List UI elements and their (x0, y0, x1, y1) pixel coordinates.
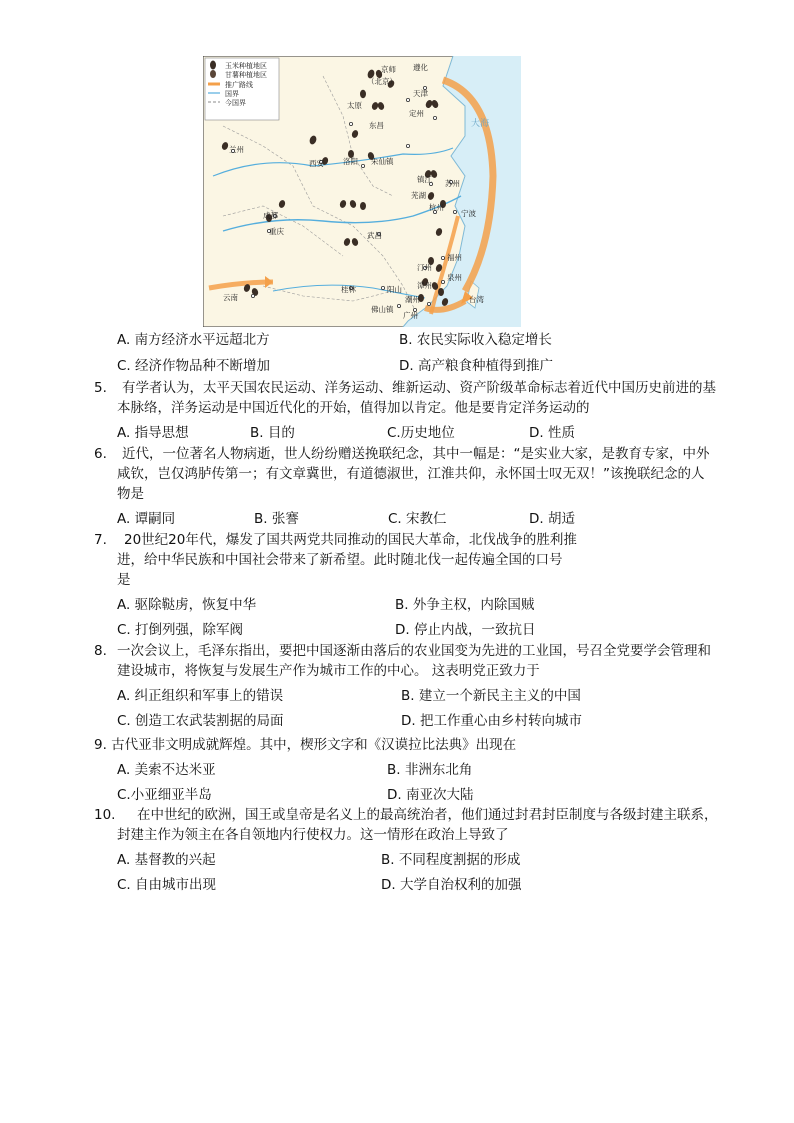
q5-option-a[interactable]: A. 指导思想 (117, 425, 189, 441)
q7-stem-line1: 20世纪20年代，爆发了国共两党共同推动的国民大革命，北伐战争的胜利推 (124, 532, 577, 548)
label-chongqing: 重庆 (269, 227, 284, 236)
label-taiwan: 台湾 (469, 295, 484, 304)
label-lanzhou: 兰州 (229, 145, 244, 154)
q7-stem-line2: 进，给中华民族和中国社会带来了新希望。此时随北伐一起传遍全国的口号 (117, 552, 563, 568)
label-luoyang: 洛阳 (343, 157, 358, 166)
legend-route: 推广路线 (225, 81, 253, 89)
label-ningbo: 宁波 (461, 209, 476, 218)
q9-option-d[interactable]: D. 南亚次大陆 (387, 787, 474, 803)
q4-option-c[interactable]: C. 经济作物品种不断增加 (117, 358, 271, 374)
label-beijing-paren: （北京） (367, 77, 397, 86)
label-beijing: 京师 (381, 65, 396, 74)
label-chaozhou: 潮州 (405, 295, 420, 304)
label-dingzhou: 定州 (409, 109, 424, 118)
q7-stem-line3: 是 (117, 572, 131, 588)
q10-option-a[interactable]: A. 基督教的兴起 (117, 852, 216, 868)
q6-option-c[interactable]: C. 宋教仁 (388, 511, 447, 527)
q9-option-a[interactable]: A. 美索不达米亚 (117, 762, 216, 778)
q6-option-a[interactable]: A. 谭嗣同 (117, 511, 176, 527)
q7-option-a[interactable]: A. 驱除鞑虏，恢复中华 (117, 597, 257, 613)
label-hangzhou: 杭州 (429, 203, 444, 212)
label-fuzhou: 福州 (447, 253, 462, 262)
q7-option-c[interactable]: C. 打倒列强，除军阀 (117, 622, 244, 638)
crop-map (203, 56, 521, 327)
q6-option-b[interactable]: B. 张謇 (254, 511, 299, 527)
q8-option-b[interactable]: B. 建立一个新民主主义的中国 (401, 688, 581, 704)
q4-option-b[interactable]: B. 农民实际收入稳定增长 (399, 332, 552, 348)
q8-number: 8. (94, 643, 107, 659)
q6-stem-line3: 物是 (117, 486, 144, 502)
q10-option-b[interactable]: B. 不同程度割据的形成 (381, 852, 521, 868)
q5-option-b[interactable]: B. 目的 (250, 425, 295, 441)
label-yunnan: 云南 (223, 293, 238, 302)
legend-sweet-potato: 甘薯种植地区 (225, 71, 267, 79)
q8-option-c[interactable]: C. 创造工农武装割据的局面 (117, 713, 284, 729)
label-zhangzhou: 漳州 (417, 281, 432, 290)
label-yangshan: 阳山 (387, 285, 402, 294)
q5-stem-line1: 有学者认为，太平天国农民运动、洋务运动、维新运动、资产阶级革命标志着近代中国历史前进的基 (122, 380, 716, 396)
label-guangzhou: 广州 (403, 311, 418, 320)
q7-option-b[interactable]: B. 外争主权，内除国贼 (395, 597, 535, 613)
q5-option-c[interactable]: C.历史地位 (387, 425, 455, 441)
q10-stem-line2: 封建主作为领主在各自领地内行使权力。这一情形在政治上导致了 (117, 827, 509, 843)
q10-option-c[interactable]: C. 自由城市出现 (117, 877, 217, 893)
q10-stem-line1: 在中世纪的欧洲，国王或皇帝是名义上的最高统治者，他们通过封君封臣制度与各级封建主联系， (137, 807, 718, 823)
q6-stem-line2: 咸钦，岂仅鸿胪传第一；有文章冀世，有道德淑世，江淮共仰，永怀国士叹无双！”该挽联纪念的人 (117, 466, 705, 482)
q6-stem-line1: 近代，一位著名人物病逝，世人纷纷赠送挽联纪念，其中一幅是：“是实业大家，是教育专家，中外 (122, 446, 710, 462)
label-zunhua: 遵化 (413, 63, 428, 72)
q5-number: 5. (94, 380, 107, 396)
q6-number: 6. (94, 446, 107, 462)
q7-option-d[interactable]: D. 停止内战，一致抗日 (395, 622, 536, 638)
legend-border: 国界 (225, 90, 239, 98)
label-guilin: 桂林 (341, 285, 356, 294)
label-xian: 西安 (309, 159, 324, 168)
q9-stem: 9. 古代亚非文明成就辉煌。其中，楔形文字和《汉谟拉比法典》出现在 (94, 737, 517, 753)
legend-corn: 玉米种植地区 (225, 62, 267, 70)
q9-option-b[interactable]: B. 非洲东北角 (387, 762, 473, 778)
q8-option-a[interactable]: A. 纠正组织和军事上的错误 (117, 688, 284, 704)
q5-stem-line2: 本脉络，洋务运动是中国近代化的开始，值得加以肯定。他是要肯定洋务运动的 (117, 400, 590, 416)
q7-number: 7. (94, 532, 107, 548)
label-quanzhou: 泉州 (447, 273, 462, 282)
label-foshan: 佛山镇 (371, 305, 394, 314)
q9-option-c[interactable]: C.小亚细亚半岛 (117, 787, 212, 803)
q8-stem-line2: 建设城市，将恢复与发展生产作为城市工作的中心。 这表明党正致力于 (117, 663, 540, 679)
q10-number: 10. (94, 807, 116, 823)
q10-option-d[interactable]: D. 大学自治权利的加强 (381, 877, 522, 893)
legend-province: 今国界 (225, 99, 246, 107)
label-zhenjiang: 镇江 (417, 175, 432, 184)
label-chengdu: 成都 (263, 211, 278, 220)
q5-option-d[interactable]: D. 性质 (529, 425, 575, 441)
q4-option-d[interactable]: D. 高产粮食种植得到推广 (399, 358, 553, 374)
label-suzhou: 苏州 (445, 179, 460, 188)
label-wuhu: 芜湖 (411, 191, 426, 200)
label-tingzhou: 汀州 (417, 263, 432, 272)
label-zhuxianzhen: 朱仙镇 (371, 157, 394, 166)
label-dongping: 东昌 (369, 121, 384, 130)
label-tianjin: 天津 (413, 89, 428, 98)
q8-stem-line1: 一次会议上，毛泽东指出，要把中国逐渐由落后的农业国变为先进的工业国，号召全党要学会管理和 (117, 643, 711, 659)
label-taiyuan: 太原 (347, 101, 362, 110)
q4-option-a[interactable]: A. 南方经济水平远超北方 (117, 332, 270, 348)
q8-option-d[interactable]: D. 把工作重心由乡村转向城市 (401, 713, 582, 729)
label-wuchang: 武昌 (367, 231, 382, 240)
q6-option-d[interactable]: D. 胡适 (529, 511, 575, 527)
label-sea: 大海 (471, 119, 490, 129)
